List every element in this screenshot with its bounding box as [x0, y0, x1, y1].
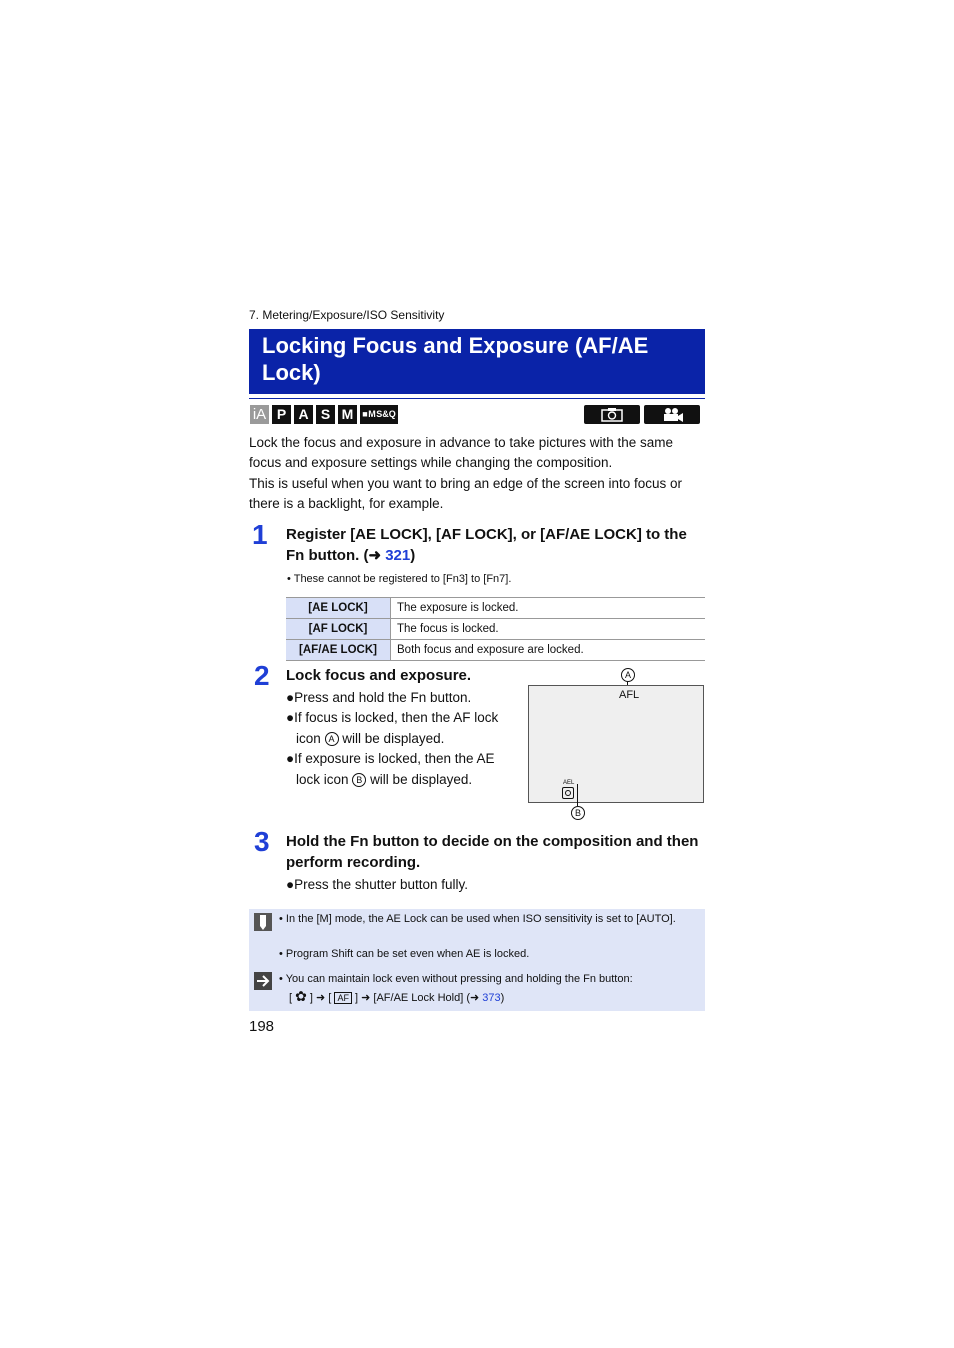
bullet-icon: ●: [286, 690, 295, 705]
arrow-right-icon: [254, 972, 272, 990]
video-camera-icon: [644, 405, 700, 424]
list-item-text: Press the shutter button fully.: [294, 877, 468, 892]
arrow-icon: ➜: [368, 547, 382, 564]
callout-b-icon: B: [352, 773, 366, 787]
callout-a-icon: A: [325, 732, 339, 746]
afl-icon: AFL: [619, 689, 640, 701]
note-text: [: [289, 992, 293, 1004]
ael-icon: AEL: [563, 780, 575, 786]
note-text: ] ➜ [: [309, 992, 332, 1004]
callout-b-line: [577, 784, 578, 806]
list-item-text: will be displayed.: [342, 730, 445, 746]
table-value: The exposure is locked.: [391, 598, 706, 619]
note-2: [279, 946, 529, 963]
bullet-icon: •: [279, 913, 283, 925]
step-1-note-text: These cannot be registered to [Fn3] to [Fn7].: [293, 573, 512, 585]
step-3-bullet: [286, 875, 468, 895]
monitor-screen: [528, 685, 704, 803]
page-link-373[interactable]: 373: [482, 992, 501, 1004]
list-item-text: will be displayed.: [370, 771, 473, 787]
step-2-bullets: [286, 688, 516, 790]
note-text: In the [M] mode, the AE Lock can be used when ISO sensitivity is set to [AUTO].: [285, 913, 676, 925]
step-1-title-text: Register [AE LOCK], [AF LOCK], or [AF/AE LOCK] to the Fn button. (: [286, 526, 687, 564]
bullet-icon: ●: [286, 877, 295, 892]
table-value: Both focus and exposure are locked.: [391, 640, 706, 661]
step-1-number: 1: [252, 519, 268, 550]
note-text: ): [500, 992, 505, 1004]
page-number: 198: [249, 1018, 275, 1035]
section-title-bar: [249, 329, 705, 394]
note-4: [289, 988, 504, 1007]
table-row: [286, 598, 705, 619]
mode-s-icon: S: [316, 405, 335, 424]
table-value: The focus is locked.: [391, 619, 706, 640]
mode-sq-label: S&Q: [376, 409, 396, 419]
step-3-number: 3: [254, 826, 270, 857]
intro-paragraph-2: This is useful when you want to bring an edge of the screen into focus or there is a backlight, for example.: [249, 476, 683, 512]
mode-a-icon: A: [294, 405, 313, 424]
memo-icon: [254, 913, 272, 931]
bullet-icon: ●: [286, 751, 295, 767]
table-row: [286, 640, 705, 661]
mode-ia-icon: iA: [250, 405, 269, 424]
list-item: [286, 688, 516, 708]
table-key: [AF/AE LOCK]: [286, 640, 391, 661]
mode-movie-m-label: M: [368, 409, 376, 419]
gear-icon: ✿: [295, 988, 307, 1004]
intro-paragraph-1: Lock the focus and exposure in advance to take pictures with the same focus and exposure settings while changing the composition.: [249, 435, 673, 471]
table-key: [AF LOCK]: [286, 619, 391, 640]
bullet-icon: •: [287, 573, 291, 585]
step-1-title: [286, 524, 706, 566]
note-3: [279, 971, 633, 988]
af-menu-icon: AF: [334, 992, 352, 1004]
bullet-icon: •: [279, 948, 283, 960]
video-camera-glyph: [644, 405, 700, 424]
page-link-321[interactable]: 321: [385, 547, 411, 564]
note-1: [279, 911, 689, 928]
table-key: [AE LOCK]: [286, 598, 391, 619]
movie-camera-icon: ■: [362, 409, 368, 419]
bullet-icon: ●: [286, 710, 295, 726]
table-row: [286, 619, 705, 640]
note-text: Program Shift can be set even when AE is locked.: [285, 948, 530, 960]
step-3-title: Hold the Fn button to decide on the composition and then perform recording.: [286, 833, 699, 871]
mode-icons: [250, 405, 398, 424]
mode-movie-icon: [360, 405, 398, 424]
arrow-icon: ➜: [470, 992, 480, 1004]
mode-p-icon: P: [272, 405, 291, 424]
note-text: You can maintain lock even without pressing and holding the Fn button:: [285, 973, 633, 985]
list-item-text: If focus is locked, then the AF lock icon: [294, 710, 499, 746]
photo-camera-icon: [584, 405, 640, 424]
list-item: [286, 749, 516, 790]
lock-table: [286, 597, 705, 661]
list-item-text: If exposure is locked, then the AE lock icon: [294, 751, 495, 787]
screen-callout-a: A: [621, 668, 635, 682]
list-item: [286, 708, 516, 749]
screen-callout-b: B: [571, 806, 585, 820]
step-1-note: [287, 573, 511, 585]
list-item-text: Press and hold the Fn button.: [294, 690, 472, 705]
metering-icon: [562, 787, 574, 799]
step-2-number: 2: [254, 660, 270, 691]
page-title: Locking Focus and Exposure (AF/AE Lock): [262, 333, 649, 385]
note-text: ] ➜ [AF/AE Lock Hold] (: [355, 992, 470, 1004]
notes-box: [249, 909, 705, 1011]
mode-m-icon: M: [338, 405, 357, 424]
bullet-icon: •: [279, 973, 283, 985]
step-1-title-end: ): [410, 547, 416, 564]
photo-camera-glyph: [584, 405, 640, 424]
breadcrumb: 7. Metering/Exposure/ISO Sensitivity: [249, 308, 445, 322]
step-2-title: Lock focus and exposure.: [286, 667, 472, 684]
